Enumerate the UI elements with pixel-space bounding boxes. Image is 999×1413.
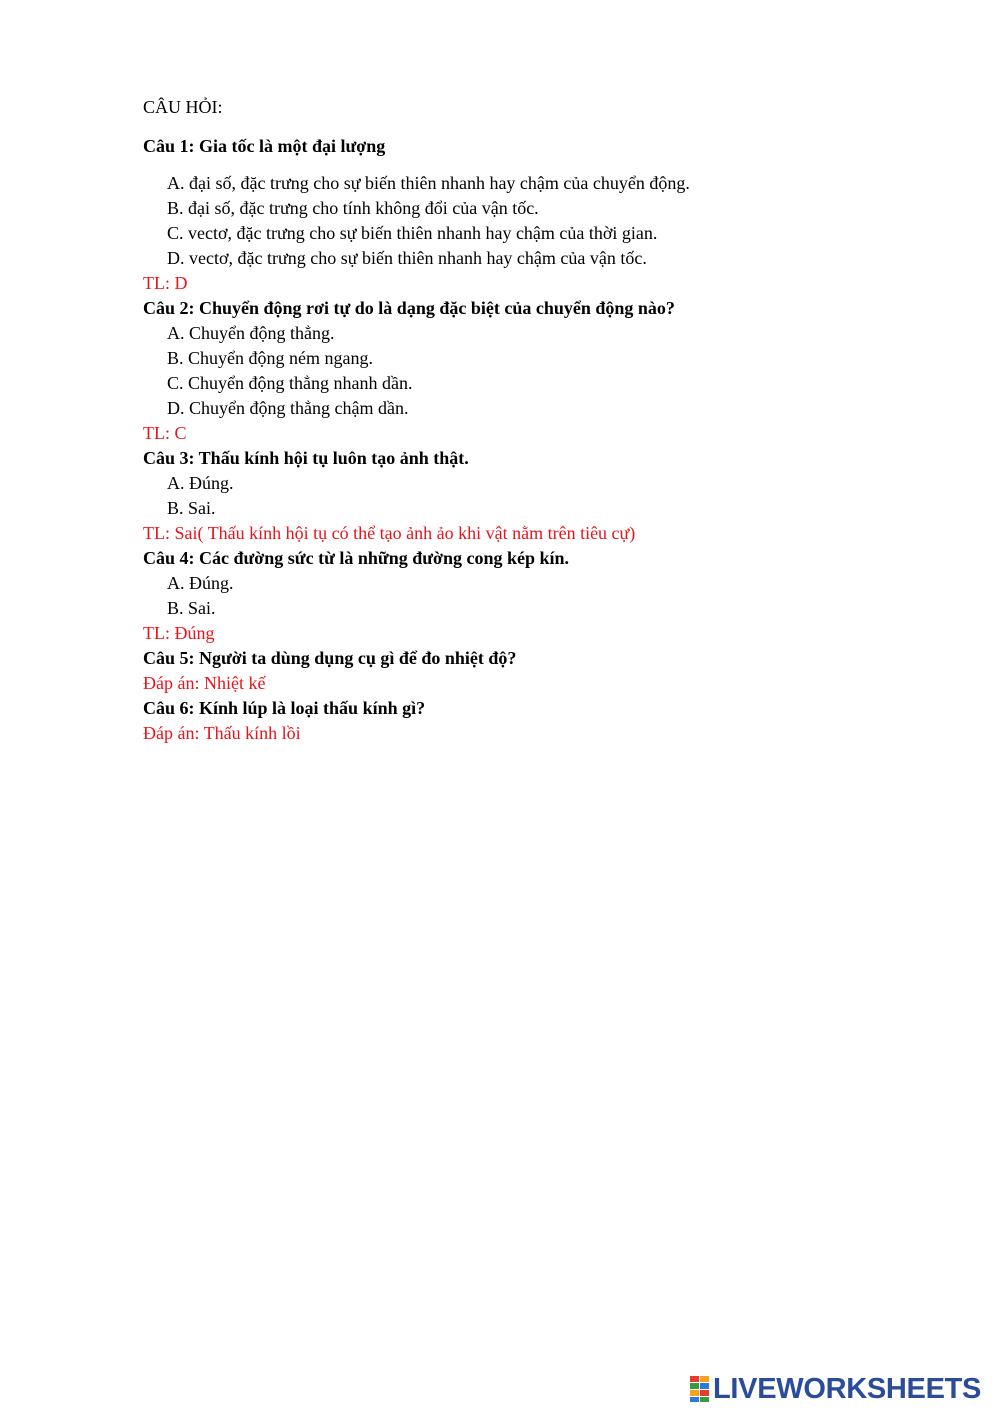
option: D. Chuyển động thẳng chậm dần. bbox=[167, 398, 409, 418]
option: A. đại số, đặc trưng cho sự biến thiên nhanh hay chậm của chuyển động. bbox=[167, 173, 690, 193]
option: B. Sai. bbox=[167, 598, 216, 618]
question-block bbox=[143, 646, 963, 696]
answer-text: TL: D bbox=[143, 273, 188, 293]
question-text: Câu 3: Thấu kính hội tụ luôn tạo ảnh thật. bbox=[143, 448, 469, 468]
question-list bbox=[143, 134, 963, 746]
question-text: Câu 5: Người ta dùng dụng cụ gì để đo nhiệt độ? bbox=[143, 648, 517, 668]
question-block bbox=[143, 296, 963, 446]
page-heading: CÂU HỎI: bbox=[143, 97, 223, 117]
question-text: Câu 2: Chuyển động rơi tự do là dạng đặc biệt của chuyển động nào? bbox=[143, 298, 675, 318]
liveworksheets-logo bbox=[690, 1374, 981, 1404]
option: A. Đúng. bbox=[167, 573, 234, 593]
question-text: Câu 4: Các đường sức từ là những đường cong kép kín. bbox=[143, 548, 570, 568]
option: C. vectơ, đặc trưng cho sự biến thiên nhanh hay chậm của thời gian. bbox=[167, 223, 658, 243]
option: B. Chuyển động ném ngang. bbox=[167, 348, 373, 368]
option: B. Sai. bbox=[167, 498, 216, 518]
question-block bbox=[143, 446, 963, 546]
question-block bbox=[143, 546, 963, 646]
option: A. Chuyển động thẳng. bbox=[167, 323, 335, 343]
answer-text: Đáp án: Thấu kính lồi bbox=[143, 723, 301, 743]
answer-text: TL: Đúng bbox=[143, 623, 215, 643]
liveworksheets-logo-icon bbox=[690, 1376, 710, 1402]
option: C. Chuyển động thẳng nhanh dần. bbox=[167, 373, 413, 393]
answer-text: TL: C bbox=[143, 423, 187, 443]
question-block bbox=[143, 696, 963, 746]
answer-text: TL: Sai( Thấu kính hội tụ có thể tạo ảnh ảo khi vật nằm trên tiêu cự) bbox=[143, 523, 636, 543]
question-block bbox=[143, 134, 963, 296]
option: D. vectơ, đặc trưng cho sự biến thiên nhanh hay chậm của vận tốc. bbox=[167, 248, 647, 268]
logo-text: LIVEWORKSHEETS bbox=[713, 1373, 982, 1405]
answer-text: Đáp án: Nhiệt kế bbox=[143, 673, 266, 693]
option: A. Đúng. bbox=[167, 473, 234, 493]
option: B. đại số, đặc trưng cho tính không đổi của vận tốc. bbox=[167, 198, 539, 218]
question-text: Câu 1: Gia tốc là một đại lượng bbox=[143, 136, 386, 156]
question-text: Câu 6: Kính lúp là loại thấu kính gì? bbox=[143, 698, 426, 718]
